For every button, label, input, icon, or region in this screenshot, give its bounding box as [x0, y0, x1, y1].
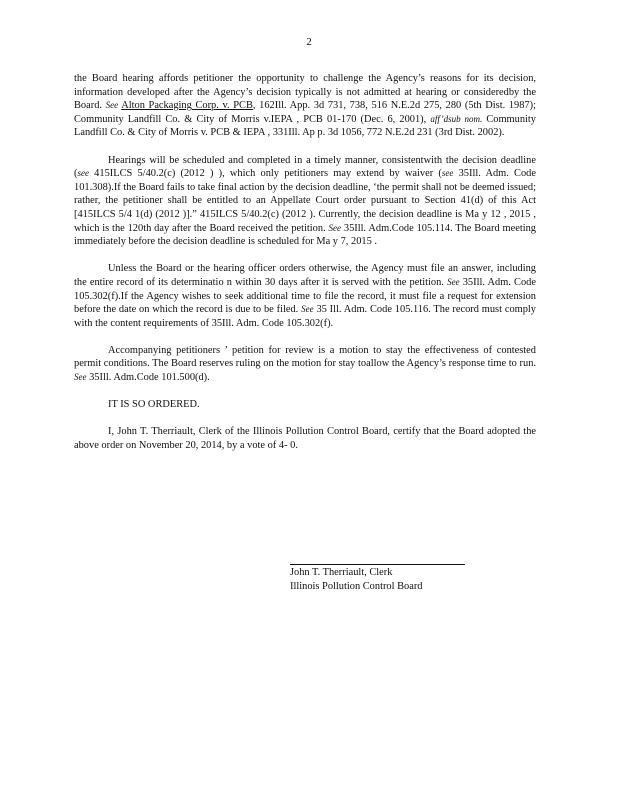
paragraph-hearings-deadline: Hearings will be scheduled and completed in a timely manner, consistentwith the decision deadline (see 415ILCS 5/40.2(c) (2012 ) ), which only petitioners may extend by waiver (see 35Ill. Adm. Code 101.308).If the Board fails to take final action by the decision deadline, ‘the permit shall not be deemed issued; rather, the petitioner shall be entitled to an Appellate Court order pursuant to Section 41(d) of this Act [415ILCS 5/4 1(d) (2012 )].” 415ILCS 5/40.2(c) (2012 ). Currently, the decision deadline is Ma y 12 , 2015 , which is the 120th day after the Board received the petition. See 35Ill. Adm.Code 105.114. The Board meeting immediately before the decision deadline is scheduled for Ma y 7, 2015 .	[74, 154, 537, 248]
paragraph-hearing-scope: the Board hearing affords petitioner the opportunity to challenge the Agency’s reasons for its decision, information developed after the Agency’s decision typically is not admitted at hearing or consideredby the Board. See Alton Packaging Corp. v. PCB, 162Ill. App. 3d 731, 738, 516 N.E.2d 275, 280 (5th Dist. 1987); Community Landfill Co. & City of Morris v.IEPA , PCB 01-170 (Dec. 6, 2001), aff’dsub nom. Community Landfill Co. & City of Morris v. PCB & IEPA , 331Ill. Ap p. 3d 1056, 772 N.E.2d 231 (3rd Dist. 2002).	[74, 73, 536, 139]
paragraph-motion-to-stay: Accompanying petitioners ’ petition for review is a motion to stay the effectiveness of contested permit conditions. The Board reserves ruling on the motion for stay toallow the Agency’s response time to run. See 35Ill. Adm.Code 101.500(d).	[74, 344, 536, 384]
signature-block	[290, 566, 423, 593]
signature-line	[290, 564, 465, 565]
clerk-certification: I, John T. Therriault, Clerk of the Illinois Pollution Control Board, certify that the Board adopted the above order on November 20, 2014, by a vote of 4- 0.	[74, 426, 536, 452]
order-body	[74, 72, 536, 466]
page-number: 2	[306, 36, 312, 48]
paragraph-agency-answer: Unless the Board or the hearing officer orders otherwise, the Agency must file an answer, including the entire record of its determinatio n within 30 days after it is served with the petition. See 35Ill. Adm. Code 105.302(f).If the Agency wishes to seek additional time to file the record, it must file a request for extension before the date on which the record is due to be filed. See 35 Ill. Adm. Code 105.116. The record must comply with the content requirements of 35Ill. Adm. Code 105.302(f).	[74, 263, 536, 329]
case-citation: Alton Packaging Corp. v. PCB	[121, 100, 253, 112]
signer-organization: Illinois Pollution Control Board	[290, 580, 423, 592]
see-signal: See	[105, 100, 119, 111]
signer-name: John T. Therriault, Clerk	[290, 567, 393, 578]
so-ordered: IT IS SO ORDERED.	[108, 399, 200, 411]
affd-signal: aff’dsub nom.	[430, 113, 483, 124]
